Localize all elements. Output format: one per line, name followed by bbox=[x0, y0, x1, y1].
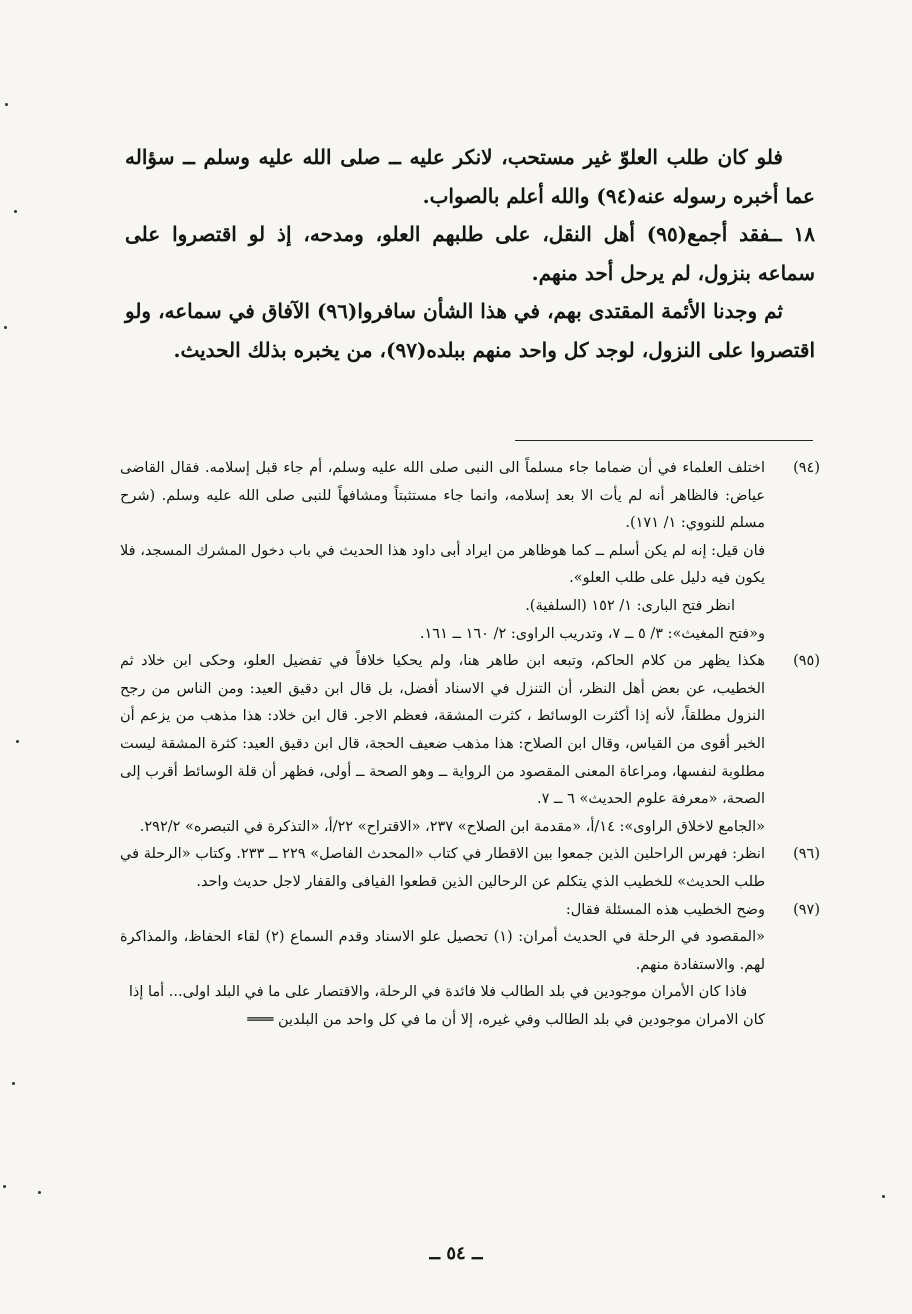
footnote-line: «المقصود في الرحلة في الحديث أمران: (١) تحصيل علو الاسناد وقدم السماع (٢) لقاء الحفاظ، والمذاكرة لهم. والاستفادة منهم. bbox=[120, 929, 765, 973]
paragraph-1: فلو كان طلب العلوّ غير مستحب، لانكر عليه ــ صلى الله عليه وسلم ــ سؤاله عما أخبره رسوله عنه(٩٤) والله أعلم بالصواب. bbox=[125, 145, 815, 208]
footnote-number: (٩٤) bbox=[793, 460, 820, 476]
footnote-line: و«فتح المغيث»: ٣/ ٥ ــ ٧، وتدريب الراوى: ٢/ ١٦٠ ــ ١٦١. bbox=[419, 625, 765, 642]
footnote-97 bbox=[120, 897, 820, 1035]
footnote-line: انظر فتح البارى: ١/ ١٥٢ (السلفية). bbox=[525, 597, 735, 614]
scan-speck bbox=[38, 1191, 41, 1194]
footnote-line: فان قيل: إنه لم يكن أسلم ــ كما هوظاهر من ايراد أبى داود هذا الحديث في باب دخول المشرك المسجد، فلا يكون فيه دليل على طلب العلو». bbox=[120, 542, 765, 587]
footnote-line: وضح الخطيب هذه المسئلة فقال: bbox=[565, 901, 765, 918]
page-number: ــ ٥٤ ــ bbox=[429, 1243, 483, 1264]
scan-speck bbox=[12, 1082, 15, 1085]
scan-speck bbox=[14, 210, 17, 213]
scan-speck bbox=[3, 1185, 6, 1188]
footnote-94 bbox=[120, 455, 820, 648]
footnote-line: فاذا كان الأمران موجودين في بلد الطالب فلا فائدة في الرحلة، والاقتصار على ما في البلد اولى... أما إذا كان الامران موجودين في بلد الطالب وفي غيره، إلا أن ما في كل واحد من البلدين ═══ bbox=[128, 984, 765, 1028]
scan-speck bbox=[5, 103, 8, 106]
footnote-line: اختلف العلماء في أن ضماما جاء مسلماً الى النبى صلى الله عليه وسلم، أم جاء قبل إسلامه. فقال القاضى عياض: فالظاهر أنه لم يأت الا بعد إسلامه، وانما جاء مستثبتاً ومشافهاً للنبى صلى الله عليه وسلم. (شرح مسلم للنووي: ١/ ١٧١). bbox=[120, 460, 765, 532]
footnotes bbox=[120, 455, 820, 1034]
scan-speck bbox=[882, 1195, 885, 1198]
scan-speck bbox=[4, 326, 7, 329]
paragraph-3: ثم وجدنا الأئمة المقتدى بهم، في هذا الشأن سافروا(٩٦) الآفاق في سماعه، ولو اقتصروا على النزول، لوجد كل واحد منهم ببلده(٩٧)، من يخبره بذلك الحديث. bbox=[125, 299, 815, 362]
footnote-number: (٩٦) bbox=[793, 846, 820, 863]
footnote-separator bbox=[515, 440, 813, 441]
main-text bbox=[125, 138, 815, 369]
footnote-number: (٩٧) bbox=[793, 901, 820, 918]
footnote-95 bbox=[120, 648, 820, 841]
footnote-number: (٩٥) bbox=[793, 653, 820, 670]
paragraph-2: ١٨ ــفقد أجمع(٩٥) أهل النقل، على طلبهم العلو، ومدحه، إذ لو اقتصروا على سماعه بنزول، لم يرحل أحد منهم. bbox=[125, 222, 815, 285]
footnote-line: «الجامع لاخلاق الراوى»: ١٤/أ، «مقدمة ابن الصلاح» ٢٣٧، «الاقتراح» ٢٢/أ، «التذكرة في التبصره» ٢٩٢/٢. bbox=[139, 818, 765, 835]
footnote-line: هكذا يظهر من كلام الحاكم، وتبعه ابن طاهر هنا، ولم يحكيا خلافاً في تفضيل العلو، وحكى ابن خلاد ثم الخطيب، عن بعض أهل النظر، أن التنزل في الاسناد أفضل، بل قال ابن دقيق العيد: ومن الناس من رجح النزول مطلقاً، لأنه إذا أكثرت الوسائط ، كثرت المشقة، فعظم الاجر. قال ابن خلاد: هذا مذهب من يزعم أن الخبر أقوى من القياس، وقال ابن الصلاح: هذا مذهب ضعيف الحجة، قال ابن دقيق العيد: كثرة المشقة ليست مطلوبة لنفسها، ومراعاة المعنى المقصود من الرواية ــ وهو الصحة ــ أولى، فظهر أن قلة الوسائط أقرب إلى الصحة، «معرفة علوم الحديث» ٦ ــ ٧. bbox=[120, 653, 765, 808]
footnote-line: انظر: فهرس الراحلين الذين جمعوا بين الاقطار في كتاب «المحدث الفاصل» ٢٢٩ ــ ٢٣٣. وكتاب «الرحلة في طلب الحديث» للخطيب الذي يتكلم عن الرحالين الذين قطعوا الفيافى والقفار لاجل حديث واحد. bbox=[120, 846, 765, 890]
footnote-96 bbox=[120, 841, 820, 896]
scan-speck bbox=[16, 740, 19, 743]
